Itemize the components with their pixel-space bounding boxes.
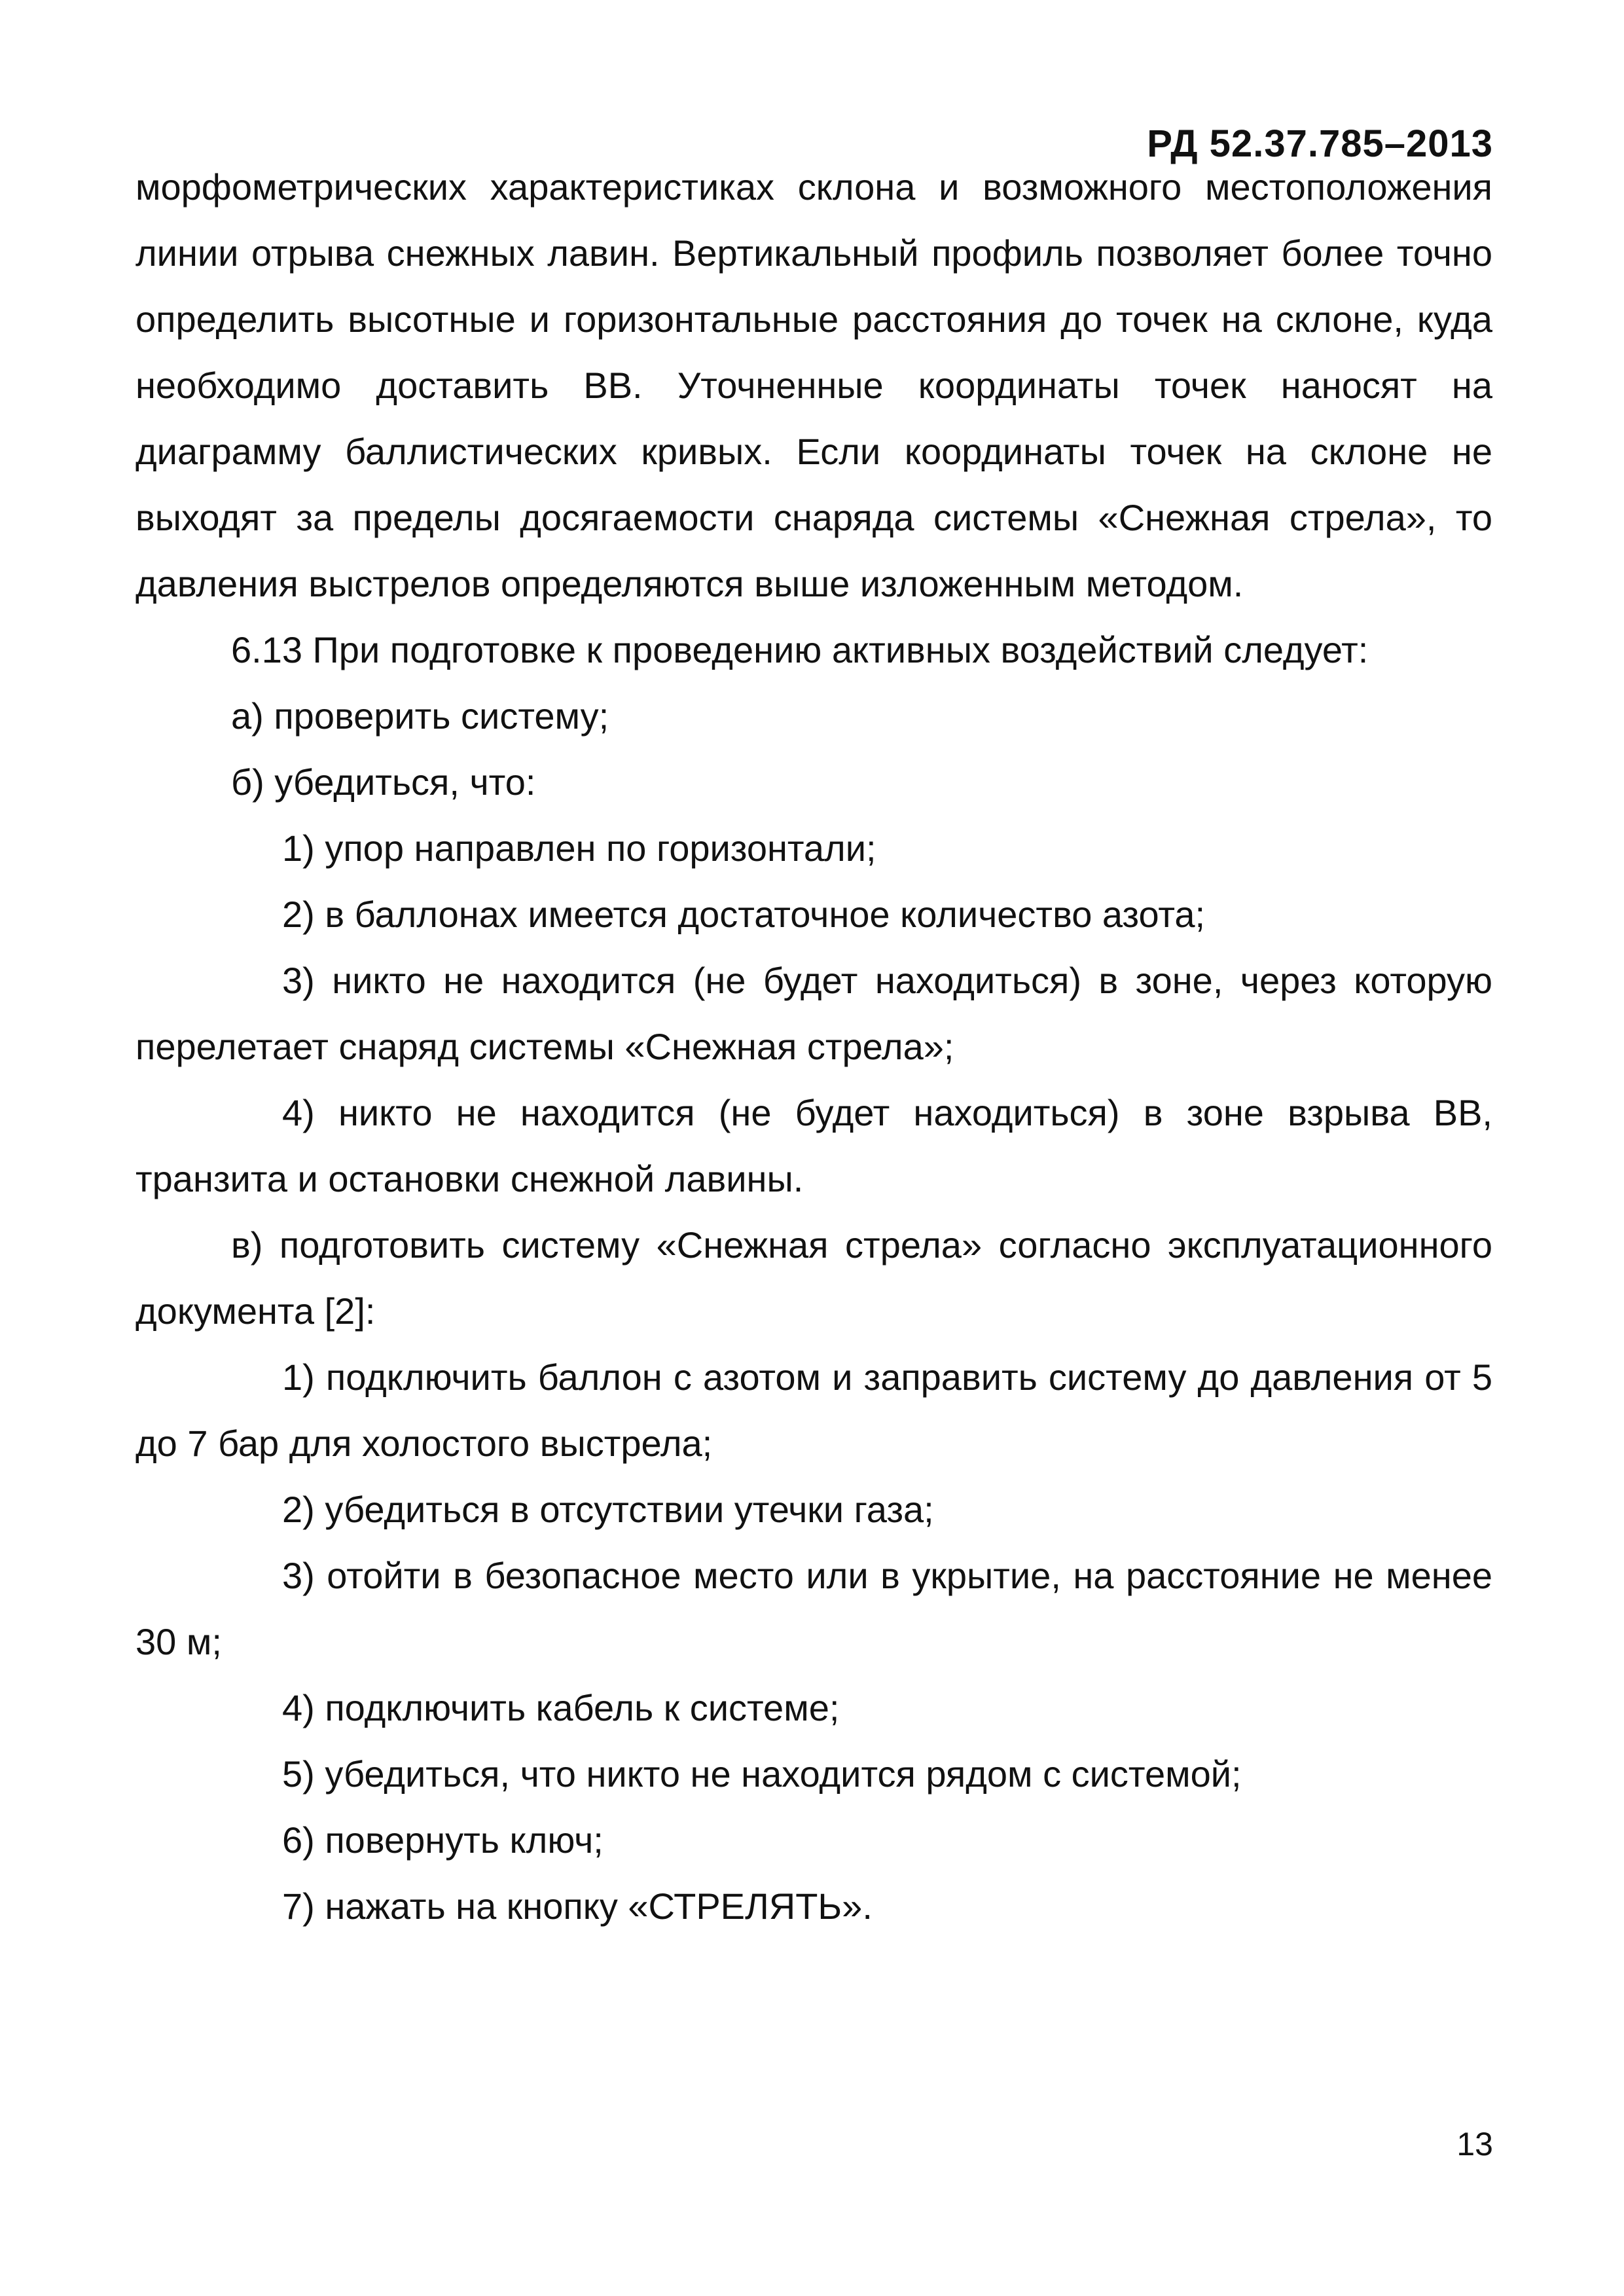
list-item-v-4: 4) подключить кабель к системе;	[282, 1687, 840, 1728]
list-item-v-1: 1) подключить баллон с азотом и заправить систему до давления от 5 до 7 бар для холостого выстрела;	[135, 1357, 1492, 1464]
list-item-v: в) подготовить систему «Снежная стрела» согласно эксплуатационного документа [2]:	[135, 1224, 1492, 1332]
document-body	[135, 154, 1492, 1939]
list-item-v-7: 7) нажать на кнопку «СТРЕЛЯТЬ».	[282, 1886, 873, 1927]
page-number: 13	[1456, 2126, 1493, 2162]
list-item-v-5: 5) убедиться, что никто не находится рядом с системой;	[282, 1753, 1242, 1795]
list-item-b-1: 1) упор направлен по горизонтали;	[282, 828, 876, 869]
list-item-v-2: 2) убедиться в отсутствии утечки газа;	[282, 1489, 934, 1530]
list-item-b-4: 4) никто не находится (не будет находиться) в зоне взрыва ВВ, транзита и остановки снежной лавины.	[135, 1092, 1492, 1199]
paragraph-section-6-13: 6.13 При подготовке к проведению активных воздействий следует:	[231, 629, 1369, 670]
paragraph-continued: морфометрических характеристиках склона и возможного местоположения линии отрыва снежных лавин. Вертикальный профиль позволяет более точно определить высотные и горизонтальные расстояния до точек на склоне, куда необходимо доставить ВВ. Уточненные координаты точек наносят на диаграмму баллистических кривых. Если координаты точек на склоне не выходят за пределы досягаемости снаряда системы «Снежная стрела», то давления выстрелов определяются выше изложенным методом.	[135, 166, 1492, 604]
list-item-v-6: 6) повернуть ключ;	[282, 1819, 604, 1861]
document-code: РД 52.37.785–2013	[1147, 122, 1493, 165]
list-item-b-2: 2) в баллонах имеется достаточное количество азота;	[282, 894, 1206, 935]
list-item-b-3: 3) никто не находится (не будет находиться) в зоне, через которую перелетает снаряд системы «Снежная стрела»;	[135, 960, 1492, 1067]
list-item-b: б) убедиться, что:	[231, 761, 536, 803]
list-item-v-3: 3) отойти в безопасное место или в укрытие, на расстояние не менее 30 м;	[135, 1555, 1492, 1662]
list-item-a: а) проверить систему;	[231, 695, 609, 737]
